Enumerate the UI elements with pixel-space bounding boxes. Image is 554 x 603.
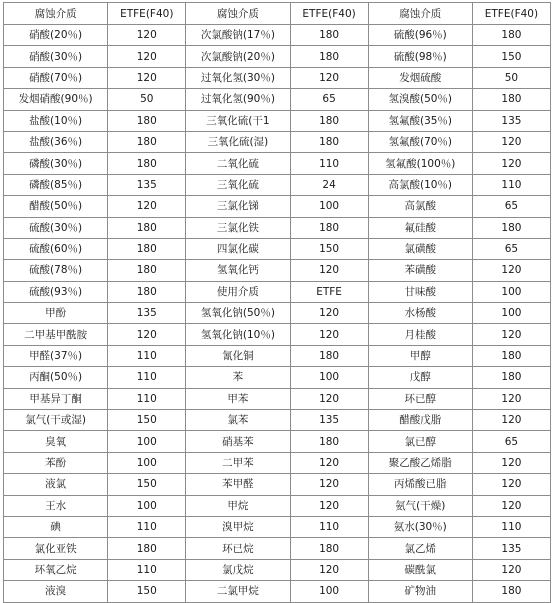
- medium-cell: 甲基异丁酮: [4, 388, 108, 409]
- temperature-cell: 100: [472, 281, 550, 302]
- temperature-cell: 120: [472, 559, 550, 580]
- temperature-cell: 180: [108, 131, 186, 152]
- medium-cell: 硫酸(93％): [4, 281, 108, 302]
- temperature-cell: 180: [472, 89, 550, 110]
- temperature-cell: 180: [472, 217, 550, 238]
- temperature-cell: 135: [290, 410, 368, 431]
- temperature-cell: 180: [108, 238, 186, 259]
- table-row: [4, 495, 551, 516]
- temperature-cell: 180: [472, 25, 550, 46]
- temperature-cell: 65: [472, 196, 550, 217]
- header-etfe-value: ETFE(F40): [108, 3, 186, 25]
- medium-cell: 戊醇: [368, 367, 472, 388]
- header-corrosive-medium: 腐蚀介质: [4, 3, 108, 25]
- temperature-cell: 180: [290, 431, 368, 452]
- temperature-cell: 65: [290, 89, 368, 110]
- table-row: [4, 581, 551, 602]
- medium-cell: 二甲基甲酰胺: [4, 324, 108, 345]
- table-row: [4, 538, 551, 559]
- temperature-cell: 120: [472, 388, 550, 409]
- header-etfe-value: ETFE(F40): [290, 3, 368, 25]
- temperature-cell: 120: [472, 260, 550, 281]
- table-row: [4, 431, 551, 452]
- temperature-cell: 50: [108, 89, 186, 110]
- temperature-cell: 120: [290, 495, 368, 516]
- table-row: [4, 345, 551, 366]
- temperature-cell: 100: [290, 367, 368, 388]
- temperature-cell: 120: [290, 452, 368, 473]
- medium-cell: 三氧化硫(湿): [186, 131, 290, 152]
- temperature-cell: 180: [472, 345, 550, 366]
- medium-cell: 环已烷: [186, 538, 290, 559]
- medium-cell: 聚乙酸乙烯脂: [368, 452, 472, 473]
- medium-cell: 苯酚: [4, 452, 108, 473]
- temperature-cell: 120: [108, 25, 186, 46]
- temperature-cell: 120: [472, 153, 550, 174]
- medium-cell: 氯已醇: [368, 431, 472, 452]
- table-row: [4, 89, 551, 110]
- medium-cell: 高氯酸(10％): [368, 174, 472, 195]
- temperature-cell: 180: [290, 110, 368, 131]
- medium-cell: 环已醇: [368, 388, 472, 409]
- temperature-cell: 100: [290, 196, 368, 217]
- temperature-cell: 120: [108, 67, 186, 88]
- medium-cell: 硫酸(60％): [4, 238, 108, 259]
- medium-cell: 硝酸(20％): [4, 25, 108, 46]
- medium-cell: 甲烷: [186, 495, 290, 516]
- temperature-cell: 110: [108, 345, 186, 366]
- medium-cell: 氢溴酸(50％): [368, 89, 472, 110]
- medium-cell: 盐酸(10％): [4, 110, 108, 131]
- temperature-cell: 100: [290, 581, 368, 602]
- medium-cell: 溴甲烷: [186, 516, 290, 537]
- temperature-cell: 120: [472, 410, 550, 431]
- medium-cell: 丙烯酸已脂: [368, 474, 472, 495]
- temperature-cell: 120: [290, 559, 368, 580]
- temperature-cell: 180: [108, 281, 186, 302]
- temperature-cell: 180: [290, 345, 368, 366]
- temperature-cell: 120: [290, 303, 368, 324]
- medium-cell: 碘: [4, 516, 108, 537]
- temperature-cell: ETFE: [290, 281, 368, 302]
- temperature-cell: 135: [108, 303, 186, 324]
- medium-cell: 过氧化氢(90％): [186, 89, 290, 110]
- table-row: [4, 110, 551, 131]
- temperature-cell: 120: [290, 260, 368, 281]
- medium-cell: 水杨酸: [368, 303, 472, 324]
- temperature-cell: 180: [472, 581, 550, 602]
- temperature-cell: 180: [108, 153, 186, 174]
- table-row: [4, 131, 551, 152]
- table-row: [4, 281, 551, 302]
- medium-cell: 氰化铜: [186, 345, 290, 366]
- table-row: [4, 367, 551, 388]
- medium-cell: 次氯酸钠(17％): [186, 25, 290, 46]
- table-row: [4, 46, 551, 67]
- temperature-cell: 180: [290, 46, 368, 67]
- temperature-cell: 180: [108, 110, 186, 131]
- medium-cell: 甲醛(37％): [4, 345, 108, 366]
- table-row: [4, 388, 551, 409]
- medium-cell: 氟硅酸: [368, 217, 472, 238]
- table-row: [4, 260, 551, 281]
- temperature-cell: 120: [290, 388, 368, 409]
- temperature-cell: 120: [290, 67, 368, 88]
- medium-cell: 硝酸(30％): [4, 46, 108, 67]
- medium-cell: 王水: [4, 495, 108, 516]
- temperature-cell: 120: [472, 324, 550, 345]
- medium-cell: 氯苯: [186, 410, 290, 431]
- table-body: [4, 25, 551, 603]
- medium-cell: 液氯: [4, 474, 108, 495]
- medium-cell: 二氧化硫: [186, 153, 290, 174]
- temperature-cell: 180: [108, 538, 186, 559]
- table-row: [4, 452, 551, 473]
- header-etfe-value: ETFE(F40): [472, 3, 550, 25]
- medium-cell: 发烟硝酸(90％): [4, 89, 108, 110]
- medium-cell: 三氧化硫: [186, 174, 290, 195]
- medium-cell: 矿物油: [368, 581, 472, 602]
- table-row: [4, 559, 551, 580]
- temperature-cell: 110: [290, 153, 368, 174]
- medium-cell: 氢氧化钠(10％): [186, 324, 290, 345]
- medium-cell: 氢氟酸(100％): [368, 153, 472, 174]
- chemical-resistance-table: [3, 2, 551, 603]
- table-header-row: [4, 3, 551, 25]
- medium-cell: 硫酸(30％): [4, 217, 108, 238]
- medium-cell: 氨水(30％): [368, 516, 472, 537]
- temperature-cell: 110: [472, 516, 550, 537]
- temperature-cell: 180: [290, 217, 368, 238]
- medium-cell: 硝基苯: [186, 431, 290, 452]
- temperature-cell: 120: [472, 131, 550, 152]
- temperature-cell: 180: [290, 131, 368, 152]
- medium-cell: 甲酚: [4, 303, 108, 324]
- temperature-cell: 150: [108, 474, 186, 495]
- temperature-cell: 110: [108, 559, 186, 580]
- medium-cell: 月桂酸: [368, 324, 472, 345]
- temperature-cell: 100: [472, 303, 550, 324]
- medium-cell: 氢氧化钠(50％): [186, 303, 290, 324]
- medium-cell: 碳酰氯: [368, 559, 472, 580]
- medium-cell: 二氯甲烷: [186, 581, 290, 602]
- temperature-cell: 120: [472, 495, 550, 516]
- header-corrosive-medium: 腐蚀介质: [186, 3, 290, 25]
- medium-cell: 四氯化碳: [186, 238, 290, 259]
- medium-cell: 氨气(干燥): [368, 495, 472, 516]
- table-row: [4, 303, 551, 324]
- medium-cell: 三氯化铁: [186, 217, 290, 238]
- table-row: [4, 25, 551, 46]
- medium-cell: 氯化亚铁: [4, 538, 108, 559]
- table-row: [4, 516, 551, 537]
- table-row: [4, 196, 551, 217]
- table-row: [4, 174, 551, 195]
- temperature-cell: 135: [472, 110, 550, 131]
- medium-cell: 三氯化锑: [186, 196, 290, 217]
- temperature-cell: 120: [108, 324, 186, 345]
- medium-cell: 使用介质: [186, 281, 290, 302]
- temperature-cell: 110: [472, 174, 550, 195]
- temperature-cell: 180: [108, 217, 186, 238]
- table-row: [4, 217, 551, 238]
- temperature-cell: 120: [108, 196, 186, 217]
- temperature-cell: 110: [108, 516, 186, 537]
- medium-cell: 氯磺酸: [368, 238, 472, 259]
- medium-cell: 二甲苯: [186, 452, 290, 473]
- temperature-cell: 110: [108, 367, 186, 388]
- temperature-cell: 120: [108, 46, 186, 67]
- table-row: [4, 474, 551, 495]
- table-row: [4, 153, 551, 174]
- temperature-cell: 120: [472, 452, 550, 473]
- table-row: [4, 67, 551, 88]
- temperature-cell: 24: [290, 174, 368, 195]
- temperature-cell: 180: [108, 260, 186, 281]
- medium-cell: 三氧化硫(干1: [186, 110, 290, 131]
- medium-cell: 磷酸(30％): [4, 153, 108, 174]
- medium-cell: 醋酸戊脂: [368, 410, 472, 431]
- temperature-cell: 120: [290, 324, 368, 345]
- medium-cell: 丙酮(50％): [4, 367, 108, 388]
- medium-cell: 硝酸(70％): [4, 67, 108, 88]
- medium-cell: 氢氟酸(70％): [368, 131, 472, 152]
- medium-cell: 氯戊烷: [186, 559, 290, 580]
- medium-cell: 高氯酸: [368, 196, 472, 217]
- medium-cell: 磷酸(85％): [4, 174, 108, 195]
- medium-cell: 醋酸(50％): [4, 196, 108, 217]
- medium-cell: 盐酸(36％): [4, 131, 108, 152]
- medium-cell: 氢氧化钙: [186, 260, 290, 281]
- temperature-cell: 180: [290, 25, 368, 46]
- medium-cell: 甘味酸: [368, 281, 472, 302]
- medium-cell: 苯磺酸: [368, 260, 472, 281]
- medium-cell: 液溴: [4, 581, 108, 602]
- temperature-cell: 180: [472, 367, 550, 388]
- temperature-cell: 135: [108, 174, 186, 195]
- temperature-cell: 100: [108, 431, 186, 452]
- medium-cell: 硫酸(98％): [368, 46, 472, 67]
- medium-cell: 硫酸(78％): [4, 260, 108, 281]
- header-corrosive-medium: 腐蚀介质: [368, 3, 472, 25]
- temperature-cell: 150: [290, 238, 368, 259]
- medium-cell: 苯甲醛: [186, 474, 290, 495]
- medium-cell: 氯气(干或湿): [4, 410, 108, 431]
- temperature-cell: 135: [472, 538, 550, 559]
- medium-cell: 硫酸(96％): [368, 25, 472, 46]
- medium-cell: 氢氟酸(35％): [368, 110, 472, 131]
- table-row: [4, 238, 551, 259]
- temperature-cell: 150: [472, 46, 550, 67]
- temperature-cell: 110: [108, 388, 186, 409]
- medium-cell: 过氧化氢(30％): [186, 67, 290, 88]
- temperature-cell: 110: [290, 516, 368, 537]
- temperature-cell: 65: [472, 238, 550, 259]
- temperature-cell: 100: [108, 495, 186, 516]
- table-row: [4, 410, 551, 431]
- temperature-cell: 50: [472, 67, 550, 88]
- temperature-cell: 120: [290, 474, 368, 495]
- medium-cell: 次氯酸钠(20％): [186, 46, 290, 67]
- temperature-cell: 150: [108, 410, 186, 431]
- temperature-cell: 150: [108, 581, 186, 602]
- medium-cell: 环氧乙烷: [4, 559, 108, 580]
- medium-cell: 臭氧: [4, 431, 108, 452]
- temperature-cell: 65: [472, 431, 550, 452]
- medium-cell: 氯乙烯: [368, 538, 472, 559]
- medium-cell: 苯: [186, 367, 290, 388]
- temperature-cell: 100: [108, 452, 186, 473]
- medium-cell: 发烟硫酸: [368, 67, 472, 88]
- temperature-cell: 180: [290, 538, 368, 559]
- temperature-cell: 120: [472, 474, 550, 495]
- table-row: [4, 324, 551, 345]
- medium-cell: 甲苯: [186, 388, 290, 409]
- medium-cell: 甲醇: [368, 345, 472, 366]
